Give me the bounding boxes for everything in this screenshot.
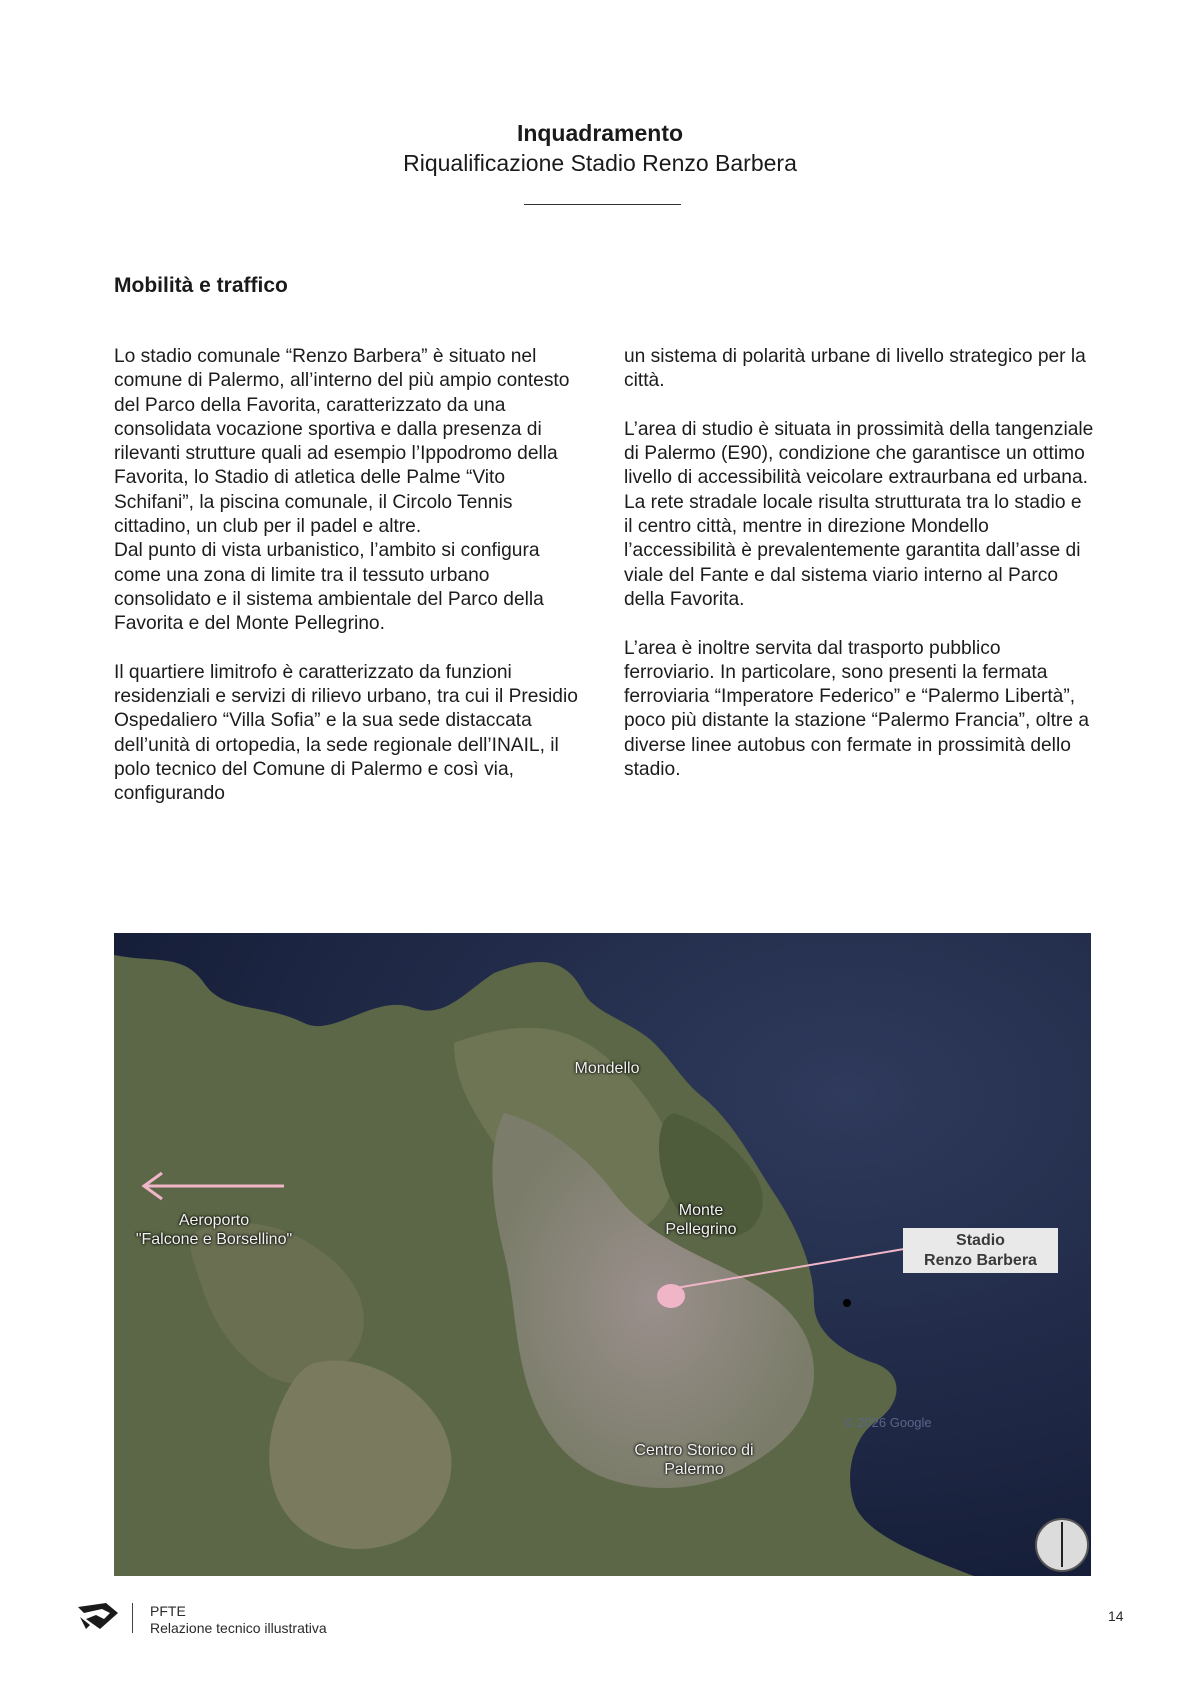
footer-divider [132, 1603, 133, 1633]
map-label-mondello: Mondello [574, 1060, 640, 1077]
map-dot [843, 1299, 851, 1307]
text-column-right [624, 345, 1094, 807]
title-divider [524, 204, 681, 205]
footer-line-2: Relazione tecnico illustrativa [150, 1620, 327, 1636]
paragraph: Lo stadio comunale “Renzo Barbera” è situato nel comune di Palermo, all’interno del più ampio contesto del Parco della Favorita, caratterizzato da una consolidata vocazione sportiva e dalla presenza di rilevanti strutture quali ad esempio l’Ippodromo della Favorita, lo Stadio di atletica delle Palme “Vito Schifani”, la piscina comunale, il Circolo Tennis cittadino, un club per il padel e altre. [114, 346, 570, 538]
page-number: 14 [1108, 1608, 1124, 1624]
paragraph: Il quartiere limitrofo è caratterizzato da funzioni residenziali e servizi di rilievo urbano, tra cui il Presidio Ospedaliero “Villa Sofia” e la sua sede distaccata dell’unità di ortopedia, la sede regionale dell’INAIL, il polo tecnico del Comune di Palermo e così via, configurando [114, 661, 578, 805]
section-title: Mobilità e traffico [114, 274, 288, 297]
paragraph: Dal punto di vista urbanistico, l’ambito si configura come una zona di limite tra il tessuto urbano consolidato e il sistema ambientale del Parco della Favorita e del Monte Pellegrino. [114, 540, 544, 635]
page-title: Inquadramento [516, 120, 684, 146]
paragraph: L’area di studio è situata in prossimità della tangenziale di Palermo (E90), condizione che garantisce un ottimo livello di accessibilità veicolare extraurbana ed urbana. La rete stradale locale risulta strutturata tra lo stadio e il centro città, mentre in direzione Mondello l’accessibilità è prevalentemente garantita dall’asse di viale del Fante e dal sistema viario interno al Parco della Favorita. [624, 418, 1094, 610]
paragraph: L’area è inoltre servita dal trasporto pubblico ferroviario. In particolare, sono presenti la fermata ferroviaria “Imperatore Federico” e “Palermo Libertà”, poco più distante la stazione “Palermo Francia”, oltre a diverse linee autobus con fermate in prossimità dello stadio. [624, 637, 1089, 781]
logo-icon [76, 1599, 120, 1633]
stadium-marker [657, 1284, 685, 1308]
footer-line-1: PFTE [150, 1603, 186, 1619]
map-label-centro-storico: Centro Storico di Palermo [634, 1442, 754, 1478]
page-header [0, 118, 1200, 178]
text-column-left [114, 345, 584, 831]
compass-icon [1036, 1519, 1088, 1571]
map-label-monte-pellegrino: Monte Pellegrino [665, 1202, 737, 1238]
page-subtitle: Riqualificazione Stadio Renzo Barbera [403, 150, 797, 176]
map-watermark: © 2026 Google [844, 1415, 932, 1430]
island [264, 1015, 282, 1029]
paragraph: un sistema di polarità urbane di livello strategico per la città. [624, 346, 1086, 392]
map-label-stadio: Stadio Renzo Barbera [903, 1228, 1058, 1273]
footer-text [150, 1603, 327, 1637]
map-label-aeroporto: Aeroporto "Falcone e Borsellino" [135, 1212, 293, 1248]
satellite-map [114, 933, 1091, 1576]
